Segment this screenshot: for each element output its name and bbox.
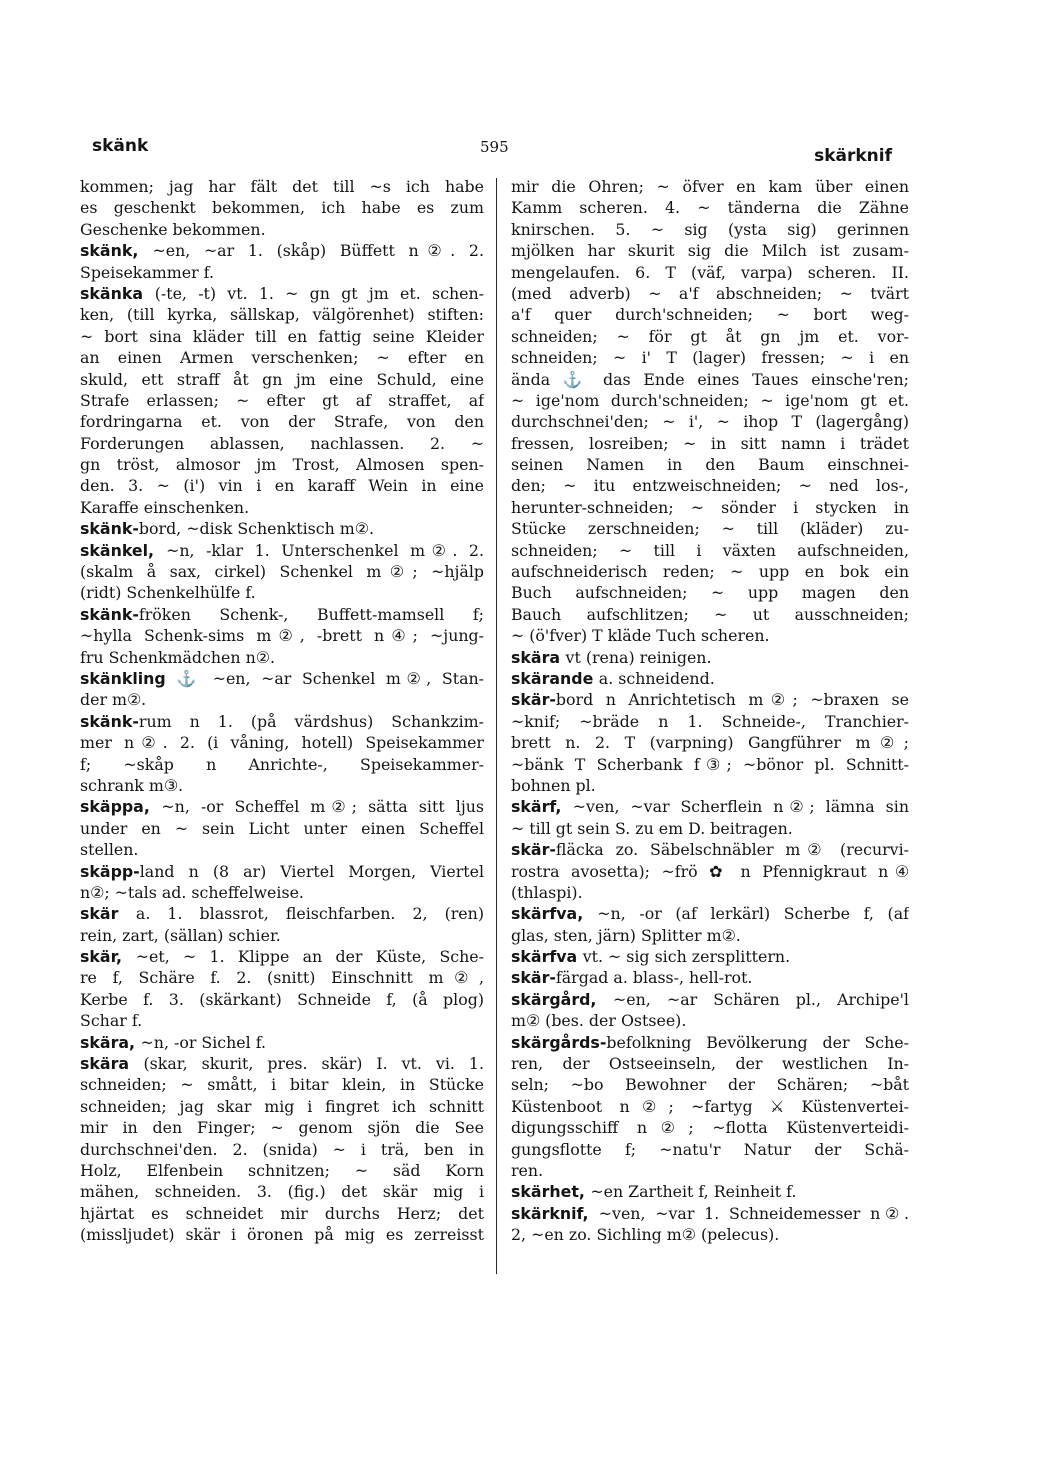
- dictionary-line: [80, 304, 484, 325]
- entry-text: es geschenkt bekommen, ich habe es zum: [80, 198, 484, 218]
- dictionary-line: [80, 967, 484, 988]
- dictionary-line: [511, 582, 909, 603]
- entry-text: ~en, ~ar Schären pl., Archipe'l: [613, 989, 909, 1009]
- headword: skänka: [80, 283, 155, 303]
- entry-text: ~ven, ~var 1. Schneidemesser n②.: [598, 1203, 909, 1223]
- entry-text: ~ bort sina kläder till en fattig seine Kleider: [80, 326, 484, 346]
- dictionary-line: [80, 1074, 484, 1095]
- headword: skärhet,: [511, 1182, 591, 1202]
- dictionary-line: [80, 1053, 484, 1074]
- dictionary-line: [511, 818, 909, 839]
- dictionary-line: [80, 668, 484, 689]
- dictionary-line: [80, 1224, 484, 1245]
- dictionary-line: [80, 1203, 484, 1224]
- dictionary-line: [511, 475, 909, 496]
- entry-text: schneiden; ~ smått, i bitar klein, in Stücke: [80, 1075, 484, 1095]
- entry-text: knirschen. 5. ~ sig (ysta sig) gerinnen: [511, 219, 909, 239]
- dictionary-line: [511, 390, 909, 411]
- entry-text: under en ~ sein Licht unter einen Scheffel: [80, 818, 484, 838]
- entry-text: (-te, -t) vt. 1. ~ gn gt jm et. schen-: [154, 283, 484, 303]
- dictionary-line: [511, 262, 909, 283]
- entry-text: ~et, ~ 1. Klippe an der Küste, Sche-: [135, 947, 484, 967]
- headword: skänk-: [80, 711, 139, 731]
- dictionary-line: [80, 946, 484, 967]
- dictionary-line: [80, 647, 484, 668]
- dictionary-line: [80, 1181, 484, 1202]
- entry-text: schrank m③.: [80, 775, 184, 795]
- entry-text: a. 1. blassrot, fleischfarben. 2, (ren): [135, 904, 484, 924]
- dictionary-line: [511, 561, 909, 582]
- entry-text: Küstenboot n②; ~fartyg ⚔ Küstenvertei-: [511, 1096, 909, 1116]
- dictionary-line: [80, 796, 484, 817]
- dictionary-line: [80, 197, 484, 218]
- dictionary-line: [80, 497, 484, 518]
- dictionary-line: [80, 1096, 484, 1117]
- right-column: [511, 176, 909, 1246]
- dictionary-line: [511, 1010, 909, 1031]
- entry-text: schneiden; jag skar mig i fingret ich schnitt: [80, 1096, 484, 1116]
- dictionary-line: [511, 518, 909, 539]
- entry-text: schneiden; ~ för gt åt gn jm et. vor-: [511, 326, 909, 346]
- column-divider: [496, 178, 497, 1274]
- left-column: [80, 176, 484, 1246]
- entry-text: mengelaufen. 6. T (väf, varpa) scheren. II.: [511, 262, 909, 282]
- dictionary-line: [511, 304, 909, 325]
- dictionary-line: [80, 989, 484, 1010]
- dictionary-line: [511, 754, 909, 775]
- dictionary-line: [511, 796, 909, 817]
- dictionary-line: [511, 1053, 909, 1074]
- dictionary-line: [511, 882, 909, 903]
- dictionary-line: [511, 283, 909, 304]
- dictionary-line: [80, 454, 484, 475]
- entry-text: hjärtat es schneidet mir durchs Herz; det: [80, 1203, 484, 1223]
- dictionary-line: [80, 925, 484, 946]
- entry-text: 2, ~en zo. Sichling m② (pelecus).: [511, 1225, 780, 1245]
- entry-text: aufschneiderisch reden; ~ upp en bok ein: [511, 562, 909, 582]
- entry-text: mir die Ohren; ~ öfver en kam über einen: [511, 177, 909, 196]
- entry-text: ~ven, ~var Scherflein n②; lämna sin: [572, 797, 909, 817]
- headword: skär,: [80, 947, 136, 967]
- entry-text: ~n, -or Sichel f.: [140, 1032, 267, 1052]
- headword: skäppa,: [80, 797, 162, 817]
- entry-text: rum n 1. (på värdshus) Schankzim-: [138, 711, 484, 731]
- headword: skärf,: [511, 797, 573, 817]
- dictionary-line: [511, 989, 909, 1010]
- headword: skänk-: [80, 519, 139, 539]
- entry-text: ren.: [511, 1160, 544, 1180]
- entry-text: färgad a. blass-, hell-rot.: [555, 968, 753, 988]
- dictionary-line: [511, 497, 909, 518]
- entry-text: (thlaspi).: [511, 882, 583, 902]
- dictionary-line: [80, 283, 484, 304]
- entry-text: ~n, -or Scheffel m②; sätta sitt ljus: [161, 797, 484, 817]
- dictionary-line: [511, 1096, 909, 1117]
- dictionary-line: [511, 775, 909, 796]
- entry-text: ~n, -klar 1. Unterschenkel m②. 2.: [166, 540, 484, 560]
- entry-text: (ridt) Schenkelhülfe f.: [80, 583, 256, 603]
- dictionary-line: [511, 1074, 909, 1095]
- entry-text: Buch aufschneiden; ~ upp magen den: [511, 583, 909, 603]
- dictionary-line: [511, 240, 909, 261]
- dictionary-line: [80, 390, 484, 411]
- entry-text: Schar f.: [80, 1011, 143, 1031]
- entry-text: (missljudet) skär i öronen på mig es zerreisst: [80, 1225, 484, 1245]
- dictionary-line: [80, 1117, 484, 1138]
- entry-text: seln; ~bo Bewohner der Schären; ~båt: [511, 1075, 909, 1095]
- headword: skärande: [511, 668, 599, 688]
- dictionary-line: [511, 604, 909, 625]
- entry-text: land n (8 ar) Viertel Morgen, Viertel: [139, 861, 484, 881]
- headword: skärgård,: [511, 989, 614, 1009]
- dictionary-line: [511, 1181, 909, 1202]
- dictionary-line: [511, 197, 909, 218]
- left-guide-word: skänk: [92, 136, 149, 156]
- entry-text: gungsflotte f; ~natu'r Natur der Schä-: [511, 1139, 909, 1159]
- dictionary-line: [80, 369, 484, 390]
- entry-text: ⚓ ~en, ~ar Schenkel m②, Stan-: [176, 668, 484, 688]
- dictionary-line: [511, 839, 909, 860]
- dictionary-line: [511, 689, 909, 710]
- dictionary-line: [511, 1139, 909, 1160]
- headword: skär: [80, 904, 136, 924]
- dictionary-line: [511, 732, 909, 753]
- entry-text: fressen, losreiben; ~ in sitt namn i trädet: [511, 433, 909, 453]
- entry-text: (skar, skurit, pres. skär) I. vt. vi. 1.: [143, 1054, 484, 1074]
- dictionary-line: [511, 1224, 909, 1245]
- dictionary-line: [80, 475, 484, 496]
- dictionary-line: [511, 946, 909, 967]
- dictionary-line: [80, 754, 484, 775]
- entry-text: Holz, Elfenbein schnitzen; ~ säd Korn: [80, 1160, 484, 1180]
- entry-text: f; ~skåp n Anrichte-, Speisekammer-: [80, 754, 484, 774]
- dictionary-line: [511, 347, 909, 368]
- dictionary-line: [511, 176, 909, 197]
- entry-text: den. 3. ~ (i') vin i en karaff Wein in eine: [80, 476, 484, 496]
- headword: skärgårds-: [511, 1032, 607, 1052]
- dictionary-line: [511, 433, 909, 454]
- dictionary-line: [80, 604, 484, 625]
- headword: skärfva,: [511, 904, 598, 924]
- entry-text: bohnen pl.: [511, 775, 596, 795]
- headword: skära,: [80, 1032, 141, 1052]
- dictionary-line: [80, 433, 484, 454]
- dictionary-line: [80, 240, 484, 261]
- dictionary-line: [511, 625, 909, 646]
- entry-text: Bauch aufschlitzen; ~ ut ausschneiden;: [511, 604, 909, 624]
- dictionary-line: [80, 1139, 484, 1160]
- entry-text: (skalm å sax, cirkel) Schenkel m②; ~hjälp: [80, 562, 484, 582]
- entry-text: Strafe erlassen; ~ efter gt af straffet, af: [80, 390, 484, 410]
- entry-text: den; ~ itu entzweischneiden; ~ ned los-,: [511, 476, 909, 496]
- entry-text: fru Schenkmädchen n②.: [80, 647, 275, 667]
- entry-text: bord n Anrichtetisch m②; ~braxen se: [555, 690, 909, 710]
- entry-text: Geschenke bekommen.: [80, 219, 266, 239]
- dictionary-line: [511, 219, 909, 240]
- entry-text: skuld, ett straff åt gn jm eine Schuld, eine: [80, 369, 484, 389]
- entry-text: ~ (ö'fver) T kläde Tuch scheren.: [511, 626, 770, 646]
- dictionary-line: [80, 411, 484, 432]
- dictionary-line: [511, 369, 909, 390]
- headword: skära: [511, 647, 566, 667]
- headword: skäpp-: [80, 861, 140, 881]
- entry-text: herunter-schneiden; ~ sönder i stycken in: [511, 497, 909, 517]
- entry-text: kommen; jag har fält det till ~s ich habe: [80, 177, 484, 196]
- dictionary-line: [511, 925, 909, 946]
- entry-text: (med adverb) ~ a'f abschneiden; ~ tvärt: [511, 283, 909, 303]
- entry-text: bord, ~disk Schenktisch m②.: [138, 519, 374, 539]
- dictionary-line: [511, 1117, 909, 1138]
- entry-text: Karaffe einschenken.: [80, 497, 250, 517]
- entry-text: ~knif; ~bräde n 1. Schneide-, Tranchier-: [511, 711, 909, 731]
- entry-text: Stücke zerschneiden; ~ till (kläder) zu-: [511, 519, 909, 539]
- dictionary-line: [511, 647, 909, 668]
- dictionary-line: [80, 775, 484, 796]
- dictionary-line: [80, 689, 484, 710]
- headword: skär-: [511, 690, 556, 710]
- entry-text: ken, (till kyrka, sällskap, välgörenhet) stiften:: [80, 305, 484, 325]
- headword: skänkling: [80, 668, 177, 688]
- dictionary-line: [80, 625, 484, 646]
- entry-text: durchschnei'den; ~ i', ~ ihop T (lagergång): [511, 412, 909, 432]
- entry-text: ~bänk T Scherbank f③; ~bönor pl. Schnitt-: [511, 754, 909, 774]
- dictionary-line: [80, 219, 484, 240]
- entry-text: fordringarna et. von der Strafe, von den: [80, 412, 484, 432]
- entry-text: n②; ~tals ad. scheffelweise.: [80, 882, 304, 902]
- page-number: 595: [480, 138, 509, 156]
- entry-text: mir in den Finger; ~ genom sjön die See: [80, 1118, 484, 1138]
- dictionary-line: [80, 561, 484, 582]
- entry-text: m② (bes. der Ostsee).: [511, 1011, 687, 1031]
- entry-text: an einen Armen verschenken; ~ efter en: [80, 348, 484, 368]
- entry-text: ~n, -or (af lerkärl) Scherbe f, (af: [597, 904, 909, 924]
- entry-text: a'f quer durch'schneiden; ~ bort weg-: [511, 305, 909, 325]
- dictionary-line: [511, 1203, 909, 1224]
- entry-text: mähen, schneiden. 3. (fig.) det skär mig i: [80, 1182, 484, 1202]
- headword: skänkel,: [80, 540, 167, 560]
- dictionary-line: [511, 540, 909, 561]
- entry-text: ~ ige'nom durch'schneiden; ~ ige'nom gt et.: [511, 390, 909, 410]
- dictionary-line: [80, 882, 484, 903]
- headword: skär-: [511, 840, 556, 860]
- dictionary-line: [80, 818, 484, 839]
- entry-text: seinen Namen in den Baum einschnei-: [511, 455, 909, 475]
- dictionary-line: [511, 1160, 909, 1181]
- dictionary-line: [80, 347, 484, 368]
- headword: skänk,: [80, 241, 153, 261]
- entry-text: Kerbe f. 3. (skärkant) Schneide f, (å plog): [80, 989, 484, 1009]
- entry-text: re f, Schäre f. 2. (snitt) Einschnitt m②,: [80, 968, 484, 988]
- dictionary-line: [511, 711, 909, 732]
- entry-text: mjölken har skurit sig die Milch ist zusam-: [511, 241, 909, 261]
- dictionary-line: [80, 903, 484, 924]
- dictionary-line: [80, 732, 484, 753]
- dictionary-line: [80, 711, 484, 732]
- entry-text: Speisekammer f.: [80, 262, 214, 282]
- entry-text: a. schneidend.: [598, 668, 715, 688]
- entry-text: ~en, ~ar 1. (skåp) Büffett n②. 2.: [152, 241, 484, 261]
- headword: skärfva: [511, 947, 583, 967]
- entry-text: mer n②. 2. (i våning, hotell) Speisekammer: [80, 733, 484, 753]
- headword: skär-: [511, 968, 556, 988]
- entry-text: ~hylla Schenk-sims m②, -brett n④; ~jung-: [80, 626, 484, 646]
- headword: skänk-: [80, 604, 139, 624]
- right-guide-word: skärknif: [814, 146, 892, 166]
- entry-text: digungsschiff n②; ~flotta Küstenverteidi-: [511, 1118, 909, 1138]
- dictionary-line: [80, 1010, 484, 1031]
- dictionary-line: [80, 176, 484, 197]
- entry-text: ända ⚓ das Ende eines Taues einsche'ren;: [511, 369, 909, 389]
- dictionary-line: [511, 861, 909, 882]
- entry-text: rein, zart, (sällan) schier.: [80, 925, 281, 945]
- entry-text: schneiden; ~ i' T (lager) fressen; ~ i en: [511, 348, 909, 368]
- entry-text: fröken Schenk-, Buffett-mamsell f;: [138, 604, 484, 624]
- dictionary-line: [80, 326, 484, 347]
- dictionary-line: [80, 582, 484, 603]
- dictionary-line: [80, 262, 484, 283]
- dictionary-line: [80, 518, 484, 539]
- dictionary-line: [511, 668, 909, 689]
- entry-text: Forderungen ablassen, nachlassen. 2. ~: [80, 433, 484, 453]
- entry-text: stellen.: [80, 840, 139, 860]
- entry-text: ~ till gt sein S. zu em D. beitragen.: [511, 818, 793, 838]
- entry-text: vt (rena) reinigen.: [565, 647, 712, 667]
- dictionary-line: [80, 540, 484, 561]
- dictionary-line: [511, 326, 909, 347]
- dictionary-line: [80, 1032, 484, 1053]
- entry-text: befolkning Bevölkerung der Sche-: [606, 1032, 909, 1052]
- entry-text: ~en Zartheit f, Reinheit f.: [590, 1182, 797, 1202]
- entry-text: ren, der Ostseeinseln, der westlichen In-: [511, 1054, 909, 1074]
- dictionary-line: [511, 411, 909, 432]
- entry-text: rostra avosetta); ~frö ✿ n Pfennigkraut n④: [511, 861, 909, 881]
- headword: skära: [80, 1054, 144, 1074]
- dictionary-line: [511, 967, 909, 988]
- dictionary-line: [80, 861, 484, 882]
- entry-text: der m②.: [80, 690, 147, 710]
- entry-text: fläcka zo. Säbelschnäbler m② (recurvi-: [555, 840, 909, 860]
- entry-text: glas, sten, järn) Splitter m②.: [511, 925, 741, 945]
- dictionary-line: [511, 454, 909, 475]
- dictionary-line: [511, 903, 909, 924]
- entry-text: schneiden; ~ till i växten aufschneiden,: [511, 540, 909, 560]
- dictionary-line: [511, 1032, 909, 1053]
- entry-text: durchschnei'den. 2. (snida) ~ i trä, ben in: [80, 1139, 484, 1159]
- entry-text: vt. ~ sig sich zersplittern.: [582, 947, 791, 967]
- entry-text: gn tröst, almosor jm Trost, Almosen spen-: [80, 455, 484, 475]
- dictionary-line: [80, 839, 484, 860]
- entry-text: brett n. 2. T (varpning) Gangführer m②;: [511, 733, 909, 753]
- dictionary-line: [80, 1160, 484, 1181]
- headword: skärknif,: [511, 1203, 599, 1223]
- entry-text: Kamm scheren. 4. ~ tänderna die Zähne: [511, 198, 909, 218]
